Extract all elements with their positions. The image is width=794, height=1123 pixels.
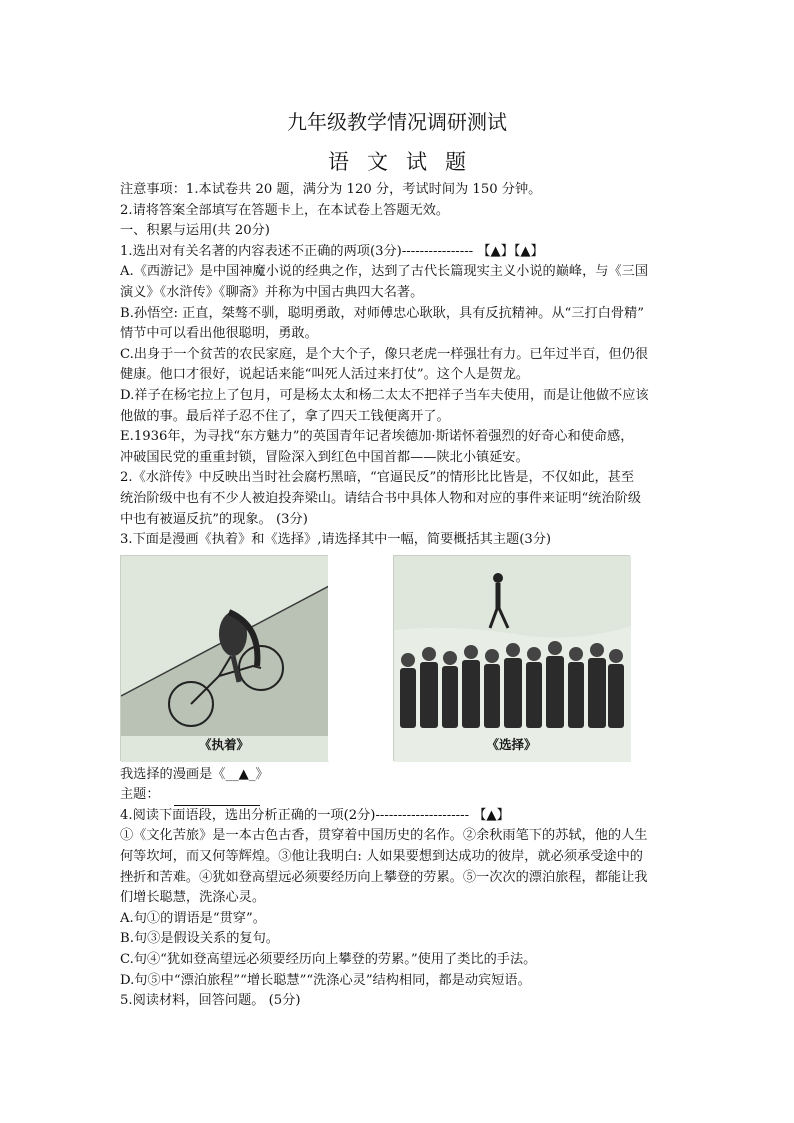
exam-title: 九年级教学情况调研测试	[287, 110, 507, 134]
subject-title: 语文试题	[328, 150, 484, 174]
q4-passage-1: ①《文化苦旅》是一本古色古香，贯穿着中国历史的名作。②余秋雨笔下的苏轼，他的人生	[120, 828, 648, 844]
q1-option-d: D.祥子在杨宅拉上了包月，可是杨太太和杨二太太不把祥子当车夫使用，而是让他做不应该	[120, 387, 649, 403]
q1-option-a: A.《西游记》是中国神魔小说的经典之作，达到了古代长篇现实主义小说的巅峰，与《三国	[120, 264, 649, 280]
q3-theme-label: 主题：	[120, 787, 160, 803]
crowd-illustration	[394, 556, 631, 762]
q4-passage-4: 们增长聪慧，洗涤心灵。	[120, 890, 266, 906]
comic-persistence	[120, 555, 328, 761]
q1-option-c-cont: 健康。他口才很好，说起话来能“叫死人活过来打仗”。这个人是贺龙。	[120, 367, 530, 383]
q1-option-e-cont: 冲破国民党的重重封锁，冒险深入到红色中国首都——陕北小镇延安。	[120, 449, 529, 465]
q3-choice: 我选择的漫画是《__▲_》	[120, 766, 269, 782]
q4-stem: 4.阅读下面语段，选出分析正确的一项(2分)--------------------- 【▲】	[120, 807, 510, 823]
q4-option-d: D.句⑤中“漂泊旅程”“增长聪慧”“洗涤心灵”结构相同，都是动宾短语。	[120, 972, 531, 988]
q4-option-b: B.句③是假设关系的复句。	[120, 931, 279, 947]
q4-option-c: C.句④“犹如登高望远必须要经历向上攀登的劳累。”使用了类比的手法。	[120, 952, 537, 968]
q1-option-d-cont: 他做的事。最后祥子忍不住了，拿了四天工钱便离开了。	[120, 408, 450, 424]
q3-theme-row	[120, 785, 680, 806]
q3-stem: 3.下面是漫画《执着》和《选择》,请选择其中一幅，简要概括其主题(3分)	[120, 532, 552, 548]
comic-strip	[120, 555, 630, 761]
q4-passage-3: 挫折和苦难。④犹如登高望远必须要经历向上攀登的劳累。⑤一次次的漂泊旅程，都能让我	[120, 869, 648, 885]
comic-gap	[328, 555, 393, 761]
q1-option-b: B.孙悟空: 正直，桀骜不驯，聪明勇敢，对师傅忠心耿耿，具有反抗精神。从“三打白骨精”	[120, 305, 644, 321]
q5-stem: 5.阅读材料，回答问题。 (5分)	[120, 993, 301, 1009]
q4-passage-2: 何等坎坷，而又何等辉煌。③他让我明白: 人如果要想到达成功的彼岸，就必须承受途中的	[120, 849, 643, 865]
notice-line-2: 2.请将答案全部填写在答题卡上，在本试卷上答题无效。	[120, 202, 450, 218]
comic-choice	[393, 555, 630, 761]
q2-line-2: 统治阶级中也有不少人被迫投奔梁山。请结合书中具体人物和对应的事件来证明“统治阶级	[120, 490, 642, 506]
q1-option-e: E.1936年，为寻找“东方魅力”的英国青年记者埃德加·斯诺怀着强烈的好奇心和使命感，	[120, 429, 634, 445]
q2-line-1: 2.《水浒传》中反映出当时社会腐朽黑暗，“官逼民反”的情形比比皆是，不仅如此，甚至	[120, 470, 634, 486]
q1-option-a-cont: 演义》《水浒传》《聊斋》并称为中国古典四大名著。	[120, 284, 424, 300]
q2-line-3: 中也有被逼反抗”的现象。 (3分)	[120, 511, 308, 527]
cyclist-illustration	[121, 556, 329, 762]
notice-line-1: 注意事项：1.本试卷共 20 题，满分为 120 分，考试时间为 150 分钟。	[120, 182, 542, 197]
section-heading: 一、积累与运用(共 20分)	[120, 223, 270, 239]
exam-body	[120, 180, 680, 1012]
q4-option-a: A.句①的谓语是“贯穿”。	[120, 910, 266, 926]
answer-blank	[174, 791, 260, 806]
q1-option-c: C.出身于一个贫苦的农民家庭，是个大个子，像只老虎一样强壮有力。已年过半百，但仍很	[120, 346, 649, 362]
q1-stem: 1.选出对有关名著的内容表述不正确的两项(3分)---------------- 【▲】【▲】	[120, 243, 544, 259]
caption-right: 《选择》	[486, 737, 537, 753]
caption-left: 《执着》	[198, 737, 249, 753]
q1-option-b-cont: 情节中可以看出他很聪明，勇敢。	[120, 326, 318, 342]
